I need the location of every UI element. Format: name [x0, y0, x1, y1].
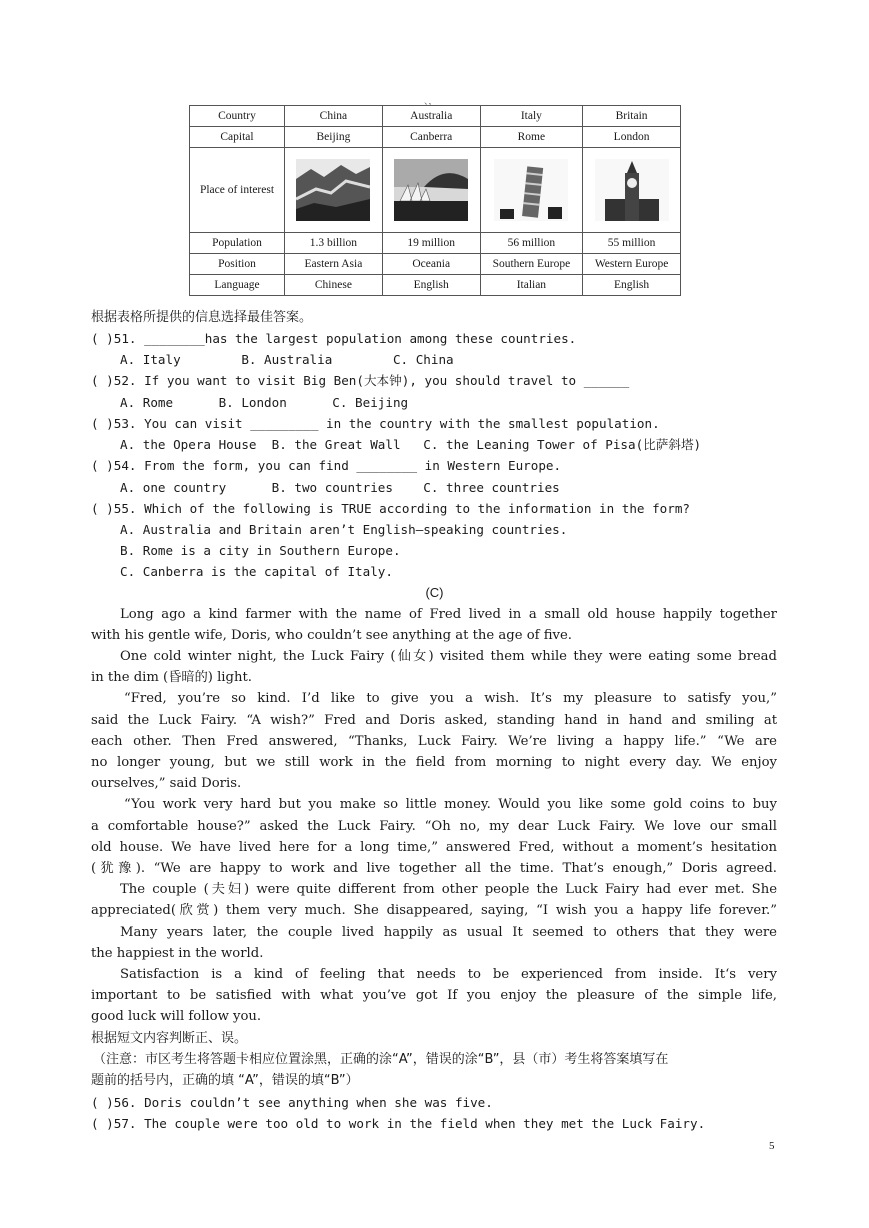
- table-row-label: Capital: [190, 127, 285, 148]
- question-53-options: A. the Opera House B. the Great Wall C. the Leaning Tower of Pisa(比萨斜塔): [120, 437, 702, 452]
- leaning-tower-image: [494, 159, 568, 221]
- table-cell: [480, 148, 583, 233]
- section-c-title: (C): [425, 585, 444, 600]
- table-cell: [285, 148, 383, 233]
- table-row: [190, 275, 681, 296]
- table-cell: English: [583, 275, 681, 296]
- table-cell: Southern Europe: [480, 254, 583, 275]
- table-cell: Italian: [480, 275, 583, 296]
- table-cell: [583, 148, 681, 233]
- passage-line: (犹豫). “We are happy to work and live together all the time. That’s enough,” Doris agreed.: [91, 861, 777, 876]
- passage-line: appreciated(欣赏) them very much. She disappeared, saying, “I wish you a happy life forever.”: [91, 903, 777, 918]
- table-header-row: [190, 106, 681, 127]
- big-ben-image: [595, 159, 669, 221]
- passage-line: One cold winter night, the Luck Fairy (仙女) visited them while they were eating some bread: [120, 649, 777, 664]
- passage-line: the happiest in the world.: [91, 946, 264, 961]
- passage-line: Satisfaction is a kind of feeling that needs to be experienced from inside. It‘s very: [120, 967, 777, 982]
- passage-line: good luck will follow you.: [91, 1009, 262, 1024]
- table-cell: Country: [190, 106, 285, 127]
- table-row: [190, 254, 681, 275]
- table-row-label: Place of interest: [190, 148, 285, 233]
- section-c-note-cont: 题前的括号内，正确的填 “A”，错误的填“B”）: [91, 1073, 359, 1088]
- passage-line: “You work very hard but you make so little money. Would you like some gold coins to buy: [124, 797, 777, 812]
- question-52-options: A. Rome B. London C. Beijing: [120, 395, 409, 410]
- great-wall-image: [296, 159, 370, 221]
- question-52: ( )52. If you want to visit Big Ben(大本钟), you should travel to ______: [91, 373, 630, 388]
- table-row: [190, 127, 681, 148]
- table-cell: Oceania: [382, 254, 480, 275]
- passage-line: Long ago a kind farmer with the name of Fred lived in a small old house happily together: [120, 607, 777, 622]
- table-cell: Canberra: [382, 127, 480, 148]
- passage-line: ourselves,” said Doris.: [91, 776, 242, 791]
- passage-line: no longer young, but we still work in the field from morning to night every day. We enjoy: [91, 755, 777, 770]
- page-number: 5: [769, 1140, 775, 1152]
- table-row-label: Language: [190, 275, 285, 296]
- question-57: ( )57. The couple were too old to work in the field when they met the Luck Fairy.: [91, 1116, 706, 1131]
- passage-line: with his gentle wife, Doris, who couldn’t see anything at the age of five.: [91, 628, 572, 643]
- question-51: ( )51. ________has the largest population among these countries.: [91, 331, 577, 346]
- section-c-instruction: 根据短文内容判断正、误。: [91, 1031, 248, 1046]
- table-row-label: Population: [190, 233, 285, 254]
- passage-line: a comfortable house?” asked the Luck Fairy. “Oh no, my dear Luck Fairy. We love our small: [91, 819, 777, 834]
- country-info-table: [189, 105, 681, 296]
- passage-line: important to be satisfied with what you’ve got If you enjoy the pleasure of the simple life,: [91, 988, 777, 1003]
- passage-line: each other. Then Fred answered, “Thanks, Luck Fairy. We’re living a happy life.” “We are: [91, 734, 777, 749]
- table-row-label: Position: [190, 254, 285, 275]
- table-cell: English: [382, 275, 480, 296]
- passage-line: old house. We have lived here for a long time,” answered Fred, without a moment’s hesitation: [91, 840, 777, 855]
- question-56: ( )56. Doris couldn’t see anything when she was five.: [91, 1095, 493, 1110]
- passage-line: Many years later, the couple lived happily as usual It seemed to others that they were: [120, 925, 777, 940]
- table-cell: Chinese: [285, 275, 383, 296]
- table-cell: 56 million: [480, 233, 583, 254]
- opera-house-image: [394, 159, 468, 221]
- table-cell: [382, 148, 480, 233]
- question-55-option-a: A. Australia and Britain aren’t English—speaking countries.: [120, 522, 568, 537]
- question-54-options: A. one country B. two countries C. three countries: [120, 480, 560, 495]
- section-c-note: （注意：市区考生将答题卡相应位置涂黑，正确的涂“A”，错误的涂“B”，县（市）考生将答案填写在: [93, 1052, 669, 1067]
- question-53: ( )53. You can visit _________ in the country with the smallest population.: [91, 416, 660, 431]
- passage-line: said the Luck Fairy. “A wish?” Fred and Doris asked, standing hand in hand and smiling at: [91, 713, 777, 728]
- section-b-instruction: 根据表格所提供的信息选择最佳答案。: [91, 310, 313, 325]
- question-51-options: A. Italy B. Australia C. China: [120, 352, 454, 367]
- table-cell: London: [583, 127, 681, 148]
- table-cell: Beijing: [285, 127, 383, 148]
- table-cell: 1.3 billion: [285, 233, 383, 254]
- question-54: ( )54. From the form, you can find ________ in Western Europe.: [91, 458, 562, 473]
- table-cell: 19 million: [382, 233, 480, 254]
- question-55-option-b: B. Rome is a city in Southern Europe.: [120, 543, 401, 558]
- passage-line: The couple (夫妇) were quite different from other people the Luck Fairy had ever met. She: [120, 882, 777, 897]
- table-cell: 55 million: [583, 233, 681, 254]
- passage-line: in the dim (昏暗的) light.: [91, 670, 252, 685]
- table-cell: Italy: [480, 106, 583, 127]
- table-row: [190, 233, 681, 254]
- table-cell: China: [285, 106, 383, 127]
- table-cell: Rome: [480, 127, 583, 148]
- question-55: ( )55. Which of the following is TRUE according to the information in the form?: [91, 501, 690, 516]
- passage-line: “Fred, you’re so kind. I’d like to give you a wish. It’s my pleasure to satisfy you,”: [124, 691, 777, 706]
- top-mark: 、，: [424, 97, 438, 107]
- table-cell: Australia: [382, 106, 480, 127]
- question-55-option-c: C. Canberra is the capital of Italy.: [120, 564, 393, 579]
- table-cell: Eastern Asia: [285, 254, 383, 275]
- table-row: [190, 148, 681, 233]
- table-cell: Western Europe: [583, 254, 681, 275]
- table-cell: Britain: [583, 106, 681, 127]
